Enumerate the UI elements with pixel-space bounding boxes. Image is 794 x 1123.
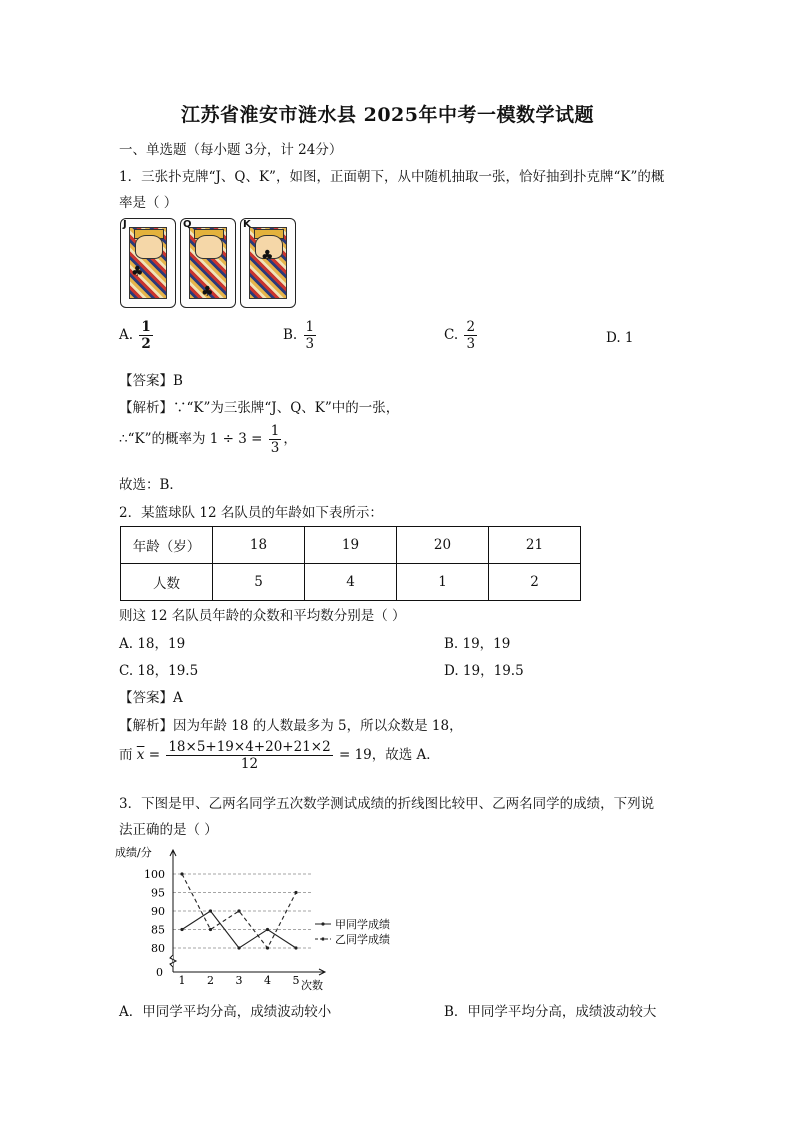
q3-option-a: A．甲同学平均分高，成绩波动较小 [119, 1004, 332, 1020]
q2-stem: 2．某篮球队 12 名队员的年龄如下表所示： [119, 505, 383, 521]
card-q [180, 218, 236, 308]
y-tick-label: 80 [151, 942, 165, 955]
option-label: C. [444, 327, 459, 344]
y-tick-label: 90 [151, 905, 165, 918]
data-point [180, 872, 183, 875]
legend-marker [321, 922, 324, 925]
card-rank: K [243, 219, 251, 230]
q1-stem-line2: 率是（ ） [119, 195, 178, 211]
q2-analysis-line1 [119, 714, 463, 734]
fraction [464, 320, 477, 351]
analysis-text: ， [283, 431, 297, 448]
table-row [121, 527, 581, 564]
table-cell: 18 [213, 527, 305, 564]
data-point [294, 891, 297, 894]
denominator: 12 [240, 756, 259, 773]
card-rank: Q [183, 219, 192, 230]
table-cell: 5 [213, 564, 305, 601]
numerator: 2 [466, 319, 476, 335]
numerator: 1 [141, 319, 151, 335]
fraction [269, 424, 282, 455]
data-point [209, 928, 212, 931]
card-rank: J [123, 219, 127, 230]
q1-stem-line1: 1．三张扑克牌“J、Q、K”，如图，正面朝下，从中随机抽取一张，恰好抽到扑克牌“K”的概 [119, 169, 665, 185]
numerator: 1 [270, 423, 280, 439]
q2-option-a: A. 18，19 [119, 636, 186, 652]
q2-option-c: C. 18，19.5 [119, 663, 199, 679]
q2-answer: 【答案】A [119, 690, 183, 706]
table-cell: 4 [305, 564, 397, 601]
data-point [266, 946, 269, 949]
analysis-label: 【解析】 [119, 718, 173, 734]
denominator: 3 [270, 440, 280, 457]
data-point [180, 928, 183, 931]
q2-analysis-line2 [119, 740, 440, 771]
card-j [120, 218, 176, 308]
analysis-text: 而 [119, 747, 133, 764]
x-tick-label: 3 [235, 974, 243, 987]
q2-option-d: D. 19，19.5 [444, 663, 524, 679]
fraction [166, 740, 332, 771]
q1-conclusion: 故选：B． [119, 477, 183, 493]
option-label: A. [119, 327, 134, 344]
fraction [139, 320, 152, 351]
page-title: 江苏省淮安市涟水县 2025年中考一模数学试题 [181, 104, 594, 126]
age-table [120, 526, 581, 601]
numerator: 1 [305, 319, 315, 335]
numerator: 18×5+19×4+20+21×2 [168, 739, 331, 755]
analysis-text: ∴“K”的概率为 1 ÷ 3 = [119, 431, 263, 448]
score-line-chart [115, 842, 415, 992]
playing-cards [120, 218, 300, 310]
analysis-text: ∵“K”为三张牌“J、Q、K”中的一张， [173, 400, 400, 416]
data-point [237, 909, 240, 912]
analysis-text: 因为年龄 18 的人数最多为 5，所以众数是 18， [173, 718, 463, 734]
legend-label: 乙同学成绩 [335, 933, 390, 946]
card-k [240, 218, 296, 308]
q3-option-b: B．甲同学平均分高，成绩波动较大 [444, 1004, 657, 1020]
table-cell: 2 [489, 564, 581, 601]
fraction [304, 320, 317, 351]
y-axis-label: 成绩/分 [115, 846, 152, 859]
q1-option-c [444, 320, 479, 351]
q1-answer: 【答案】B [119, 373, 183, 389]
table-cell: 年龄（岁） [121, 527, 213, 564]
club-icon: ♣ [201, 284, 214, 300]
y-tick-label: 100 [144, 868, 165, 881]
axis-break-icon [170, 955, 176, 967]
q2-question: 则这 12 名队员年龄的众数和平均数分别是（ ） [119, 608, 406, 624]
q3-stem-line2: 法正确的是（ ） [119, 822, 218, 838]
table-cell: 19 [305, 527, 397, 564]
q1-analysis-line2 [119, 424, 297, 455]
q2-option-b: B. 19，19 [444, 636, 511, 652]
analysis-label: 【解析】 [119, 400, 173, 416]
x-tick-label: 5 [292, 974, 300, 987]
x-tick-label: 4 [264, 974, 271, 987]
table-cell: 21 [489, 527, 581, 564]
x-tick-label: 1 [178, 974, 186, 987]
table-cell: 1 [397, 564, 489, 601]
table-row [121, 564, 581, 601]
legend-label: 甲同学成绩 [335, 918, 390, 931]
y-tick-label: 85 [151, 923, 165, 937]
x-tick-label: 2 [207, 974, 214, 987]
q1-option-b [283, 320, 318, 351]
data-point [266, 928, 269, 931]
analysis-text: = 19，故选 A． [338, 747, 440, 764]
y-tick-label: 95 [151, 886, 165, 900]
denominator: 3 [305, 336, 315, 353]
section-heading: 一、单选题（每小题 3分，计 24分） [119, 142, 343, 158]
option-label: B. [283, 327, 298, 344]
x-bar: $\overline{x}$ [136, 747, 145, 764]
club-icon: ♣ [131, 264, 144, 280]
q1-option-a [119, 320, 155, 351]
x-axis-label: 次数 [301, 979, 323, 992]
club-icon: ♣ [261, 248, 274, 264]
data-point [294, 946, 297, 949]
data-point [209, 909, 212, 912]
table-cell: 人数 [121, 564, 213, 601]
legend-marker [321, 937, 324, 940]
origin-label: 0 [156, 966, 163, 979]
denominator: 3 [466, 336, 476, 353]
analysis-text: = [148, 747, 161, 764]
q1-analysis-line1 [119, 396, 399, 416]
table-cell: 20 [397, 527, 489, 564]
denominator: 2 [141, 336, 151, 353]
q3-stem-line1: 3．下图是甲、乙两名同学五次数学测试成绩的折线图比较甲、乙两名同学的成绩，下列说 [119, 796, 655, 812]
q1-option-d: D. 1 [606, 330, 634, 346]
data-point [237, 946, 240, 949]
